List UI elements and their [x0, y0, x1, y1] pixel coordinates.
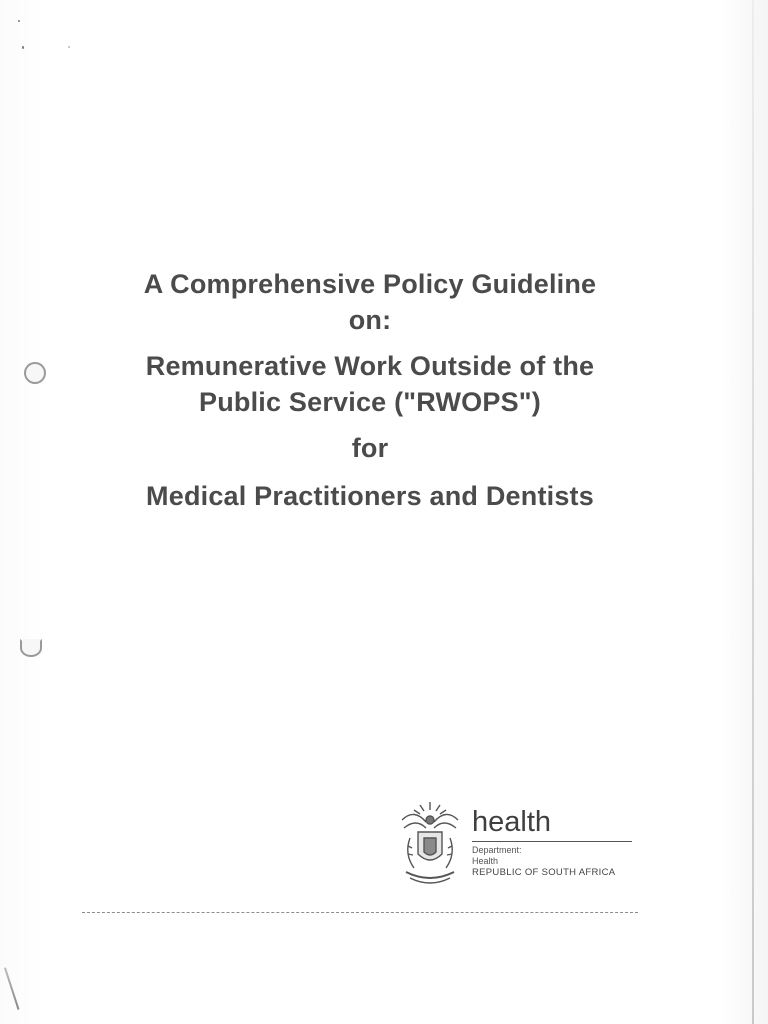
title-line-1: A Comprehensive Policy Guideline: [143, 269, 597, 299]
logo-text-group: [472, 806, 632, 879]
footer-divider: [82, 912, 638, 913]
scan-speck: [18, 20, 20, 22]
punch-hole-bottom: [20, 639, 42, 657]
corner-scan-mark: [4, 967, 19, 1009]
title-line-6: Medical Practitioners and Dentists: [146, 481, 594, 511]
title-line-4: Public Service ("RWOPS"): [199, 387, 541, 417]
page-edge-shadow: [752, 0, 754, 1024]
department-logo: [396, 798, 646, 893]
title-line-2: on:: [348, 305, 392, 335]
logo-country: REPUBLIC OF SOUTH AFRICA: [472, 867, 616, 878]
logo-department-name: Health: [472, 856, 499, 866]
title-line-3: Remunerative Work Outside of the: [145, 351, 595, 381]
scan-speck: [22, 46, 24, 49]
title-line-5: for: [351, 433, 389, 463]
punch-hole-top: [24, 362, 46, 384]
document-title: [60, 266, 680, 514]
scan-speck: [68, 46, 70, 48]
coat-of-arms-icon: [396, 798, 464, 886]
logo-department-label: Department:: [472, 845, 522, 855]
logo-wordmark: health: [472, 806, 552, 838]
logo-divider: [472, 841, 632, 842]
